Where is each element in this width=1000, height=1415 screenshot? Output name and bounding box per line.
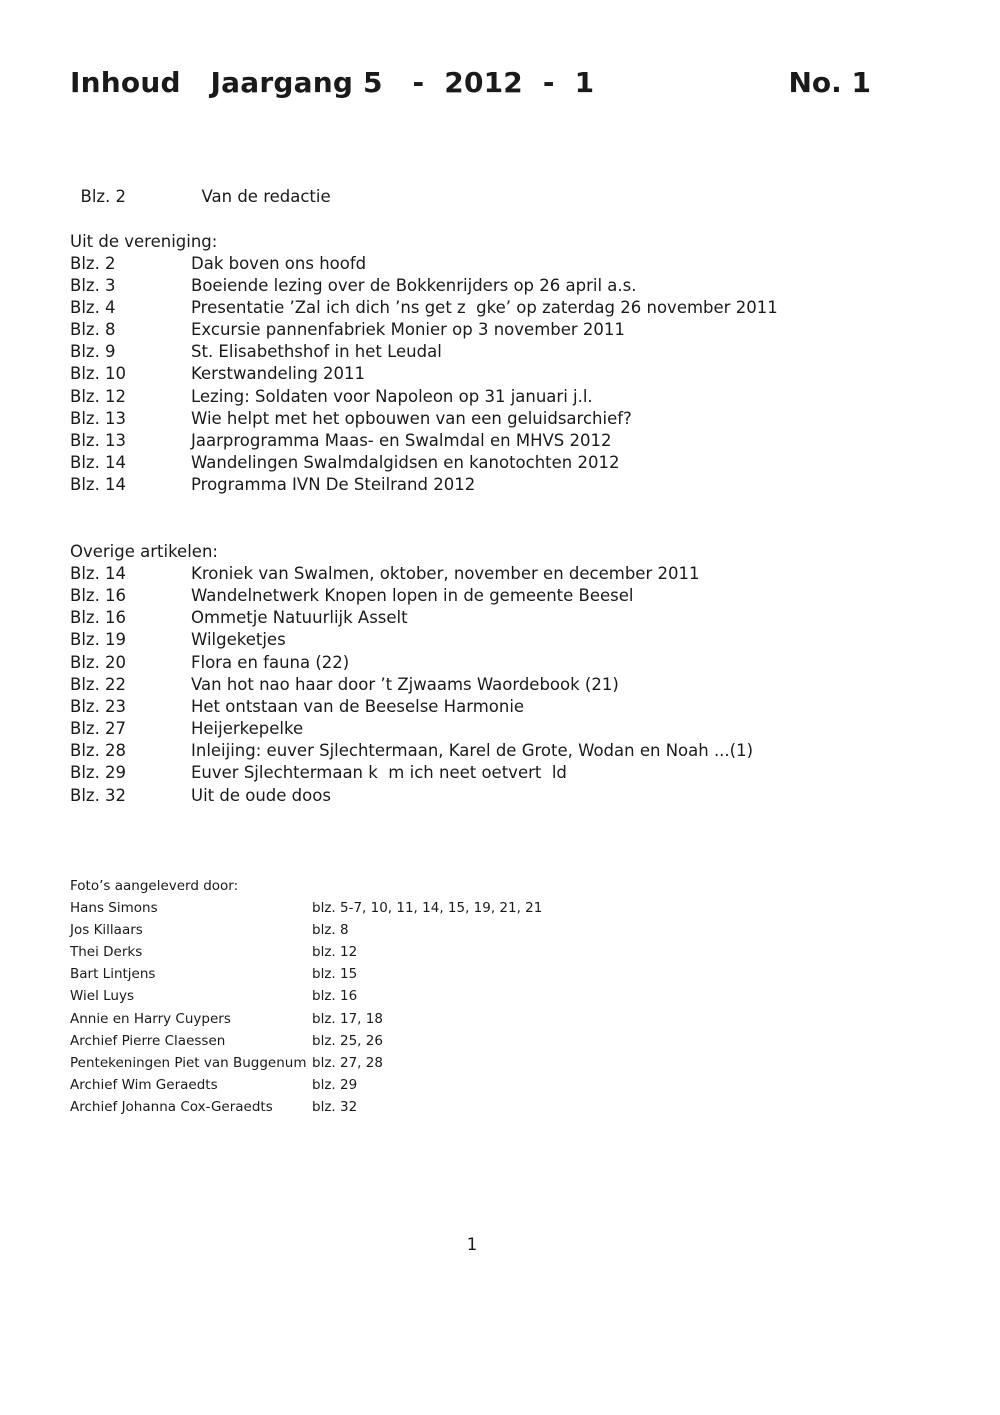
toc-title: Kerstwandeling 2011	[191, 364, 366, 383]
toc-title: Van de redactie	[201, 187, 331, 206]
photo-credit-row	[70, 942, 670, 962]
toc-row	[70, 164, 930, 208]
photo-credit-name: Bart Lintjens	[70, 966, 156, 982]
toc-page: Blz. 14	[70, 564, 127, 583]
photo-credit-row	[70, 986, 670, 1006]
toc-page: Blz. 8	[70, 320, 116, 339]
toc-page: Blz. 2	[70, 254, 116, 273]
toc-row	[70, 430, 930, 452]
toc-page: Blz. 2	[80, 187, 127, 206]
toc-row	[70, 341, 930, 363]
toc-row	[70, 718, 930, 740]
toc-title: Kroniek van Swalmen, oktober, november en december 2011	[191, 564, 700, 583]
toc-page: Blz. 14	[70, 475, 127, 494]
toc-row	[70, 607, 930, 629]
toc-page: Blz. 32	[70, 786, 127, 805]
toc-page: Blz. 9	[70, 342, 116, 361]
toc-title: Flora en fauna (22)	[191, 653, 350, 672]
photo-credit-name: Archief Johanna Cox-Geraedts	[70, 1099, 273, 1115]
photo-credit-pages: blz. 29	[312, 1077, 358, 1093]
photo-credit-row	[70, 1053, 670, 1073]
photo-credit-pages: blz. 12	[312, 944, 358, 960]
toc-row	[70, 785, 930, 807]
toc-title: Euver Sjlechtermaan k m ich neet oetvert ld	[191, 763, 567, 782]
photo-credit-row	[70, 964, 670, 984]
toc-row	[70, 297, 930, 319]
toc-title: Heijerkepelke	[191, 719, 304, 738]
toc-title: St. Elisabethshof in het Leudal	[191, 342, 442, 361]
photo-credit-name: Annie en Harry Cuypers	[70, 1011, 231, 1027]
photo-credit-name: Archief Pierre Claessen	[70, 1033, 226, 1049]
toc-title: Ommetje Natuurlijk Asselt	[191, 608, 408, 627]
photo-credit-pages: blz. 8	[312, 922, 349, 938]
toc-page: Blz. 13	[70, 409, 127, 428]
toc-row	[70, 740, 930, 762]
toc-row	[70, 253, 930, 275]
toc-title: Het ontstaan van de Beeselse Harmonie	[191, 697, 525, 716]
toc-row	[70, 585, 930, 607]
toc-page: Blz. 27	[70, 719, 127, 738]
toc-page: Blz. 20	[70, 653, 127, 672]
photo-credit-name: Pentekeningen Piet van Buggenum	[70, 1055, 307, 1071]
toc-page: Blz. 4	[70, 298, 116, 317]
photo-credit-name: Archief Wim Geraedts	[70, 1077, 218, 1093]
toc-page: Blz. 10	[70, 364, 127, 383]
toc-title: Wandelnetwerk Knopen lopen in de gemeente Beesel	[191, 586, 634, 605]
page-title: Inhoud Jaargang 5 - 2012 - 1	[70, 66, 595, 99]
toc-page: Blz. 28	[70, 741, 127, 760]
photo-credit-pages: blz. 27, 28	[312, 1055, 383, 1071]
toc-page: Blz. 23	[70, 697, 127, 716]
photo-credit-pages: blz. 25, 26	[312, 1033, 383, 1049]
toc-title: Excursie pannenfabriek Monier op 3 november 2011	[191, 320, 625, 339]
toc-row	[70, 319, 930, 341]
toc-page: Blz. 13	[70, 431, 127, 450]
photo-credit-row	[70, 920, 670, 940]
photo-credit-name: Hans Simons	[70, 900, 158, 916]
photo-credit-row	[70, 1075, 670, 1095]
toc-page: Blz. 22	[70, 675, 127, 694]
toc-page: Blz. 16	[70, 586, 127, 605]
photo-credit-pages: blz. 15	[312, 966, 358, 982]
toc-row	[70, 629, 930, 651]
toc-page: Blz. 12	[70, 387, 127, 406]
toc-row	[70, 674, 930, 696]
toc-row	[70, 563, 930, 585]
photo-credit-name: Thei Derks	[70, 944, 143, 960]
issue-number: No. 1	[788, 66, 871, 99]
photo-credit-row	[70, 898, 670, 918]
toc-page: Blz. 14	[70, 453, 127, 472]
toc-title: Boeiende lezing over de Bokkenrijders op 26 april a.s.	[191, 276, 637, 295]
toc-title: Wilgeketjes	[191, 630, 286, 649]
toc-page: Blz. 19	[70, 630, 127, 649]
toc-row	[70, 696, 930, 718]
toc-title: Uit de oude doos	[191, 786, 331, 805]
toc-row	[70, 652, 930, 674]
toc-page: Blz. 29	[70, 763, 127, 782]
photo-credits-heading: Foto’s aangeleverd door:	[70, 878, 239, 894]
toc-title: Inleijing: euver Sjlechtermaan, Karel de Grote, Wodan en Noah ...(1)	[191, 741, 754, 760]
toc-row	[70, 408, 930, 430]
photo-credit-row	[70, 1031, 670, 1051]
photo-credit-row	[70, 1009, 670, 1029]
section-heading-overige: Overige artikelen:	[70, 542, 218, 561]
photo-credit-name: Jos Killaars	[70, 922, 143, 938]
toc-row	[70, 452, 930, 474]
toc-row	[70, 275, 930, 297]
toc-title: Jaarprogramma Maas- en Swalmdal en MHVS 2012	[191, 431, 612, 450]
photo-credit-pages: blz. 5-7, 10, 11, 14, 15, 19, 21, 21	[312, 900, 543, 916]
photo-credit-pages: blz. 16	[312, 988, 358, 1004]
toc-title: Van hot nao haar door ’t Zjwaams Waordebook (21)	[191, 675, 619, 694]
toc-row	[70, 386, 930, 408]
toc-page: Blz. 3	[70, 276, 116, 295]
toc-row	[70, 474, 930, 496]
toc-title: Dak boven ons hoofd	[191, 254, 367, 273]
toc-title: Wie helpt met het opbouwen van een geluidsarchief?	[191, 409, 632, 428]
toc-page: Blz. 16	[70, 608, 127, 627]
photo-credit-row	[70, 1097, 670, 1117]
toc-title: Presentatie ’Zal ich dich ’ns get z gke’ op zaterdag 26 november 2011	[191, 298, 778, 317]
toc-title: Wandelingen Swalmdalgidsen en kanotochten 2012	[191, 453, 620, 472]
toc-title: Lezing: Soldaten voor Napoleon op 31 januari j.l.	[191, 387, 593, 406]
toc-row	[70, 762, 930, 784]
toc-title: Programma IVN De Steilrand 2012	[191, 475, 476, 494]
toc-row	[70, 363, 930, 385]
page-number: 1	[466, 1235, 478, 1254]
photo-credit-pages: blz. 32	[312, 1099, 358, 1115]
photo-credit-pages: blz. 17, 18	[312, 1011, 383, 1027]
section-heading-vereniging: Uit de vereniging:	[70, 232, 218, 251]
photo-credit-name: Wiel Luys	[70, 988, 135, 1004]
